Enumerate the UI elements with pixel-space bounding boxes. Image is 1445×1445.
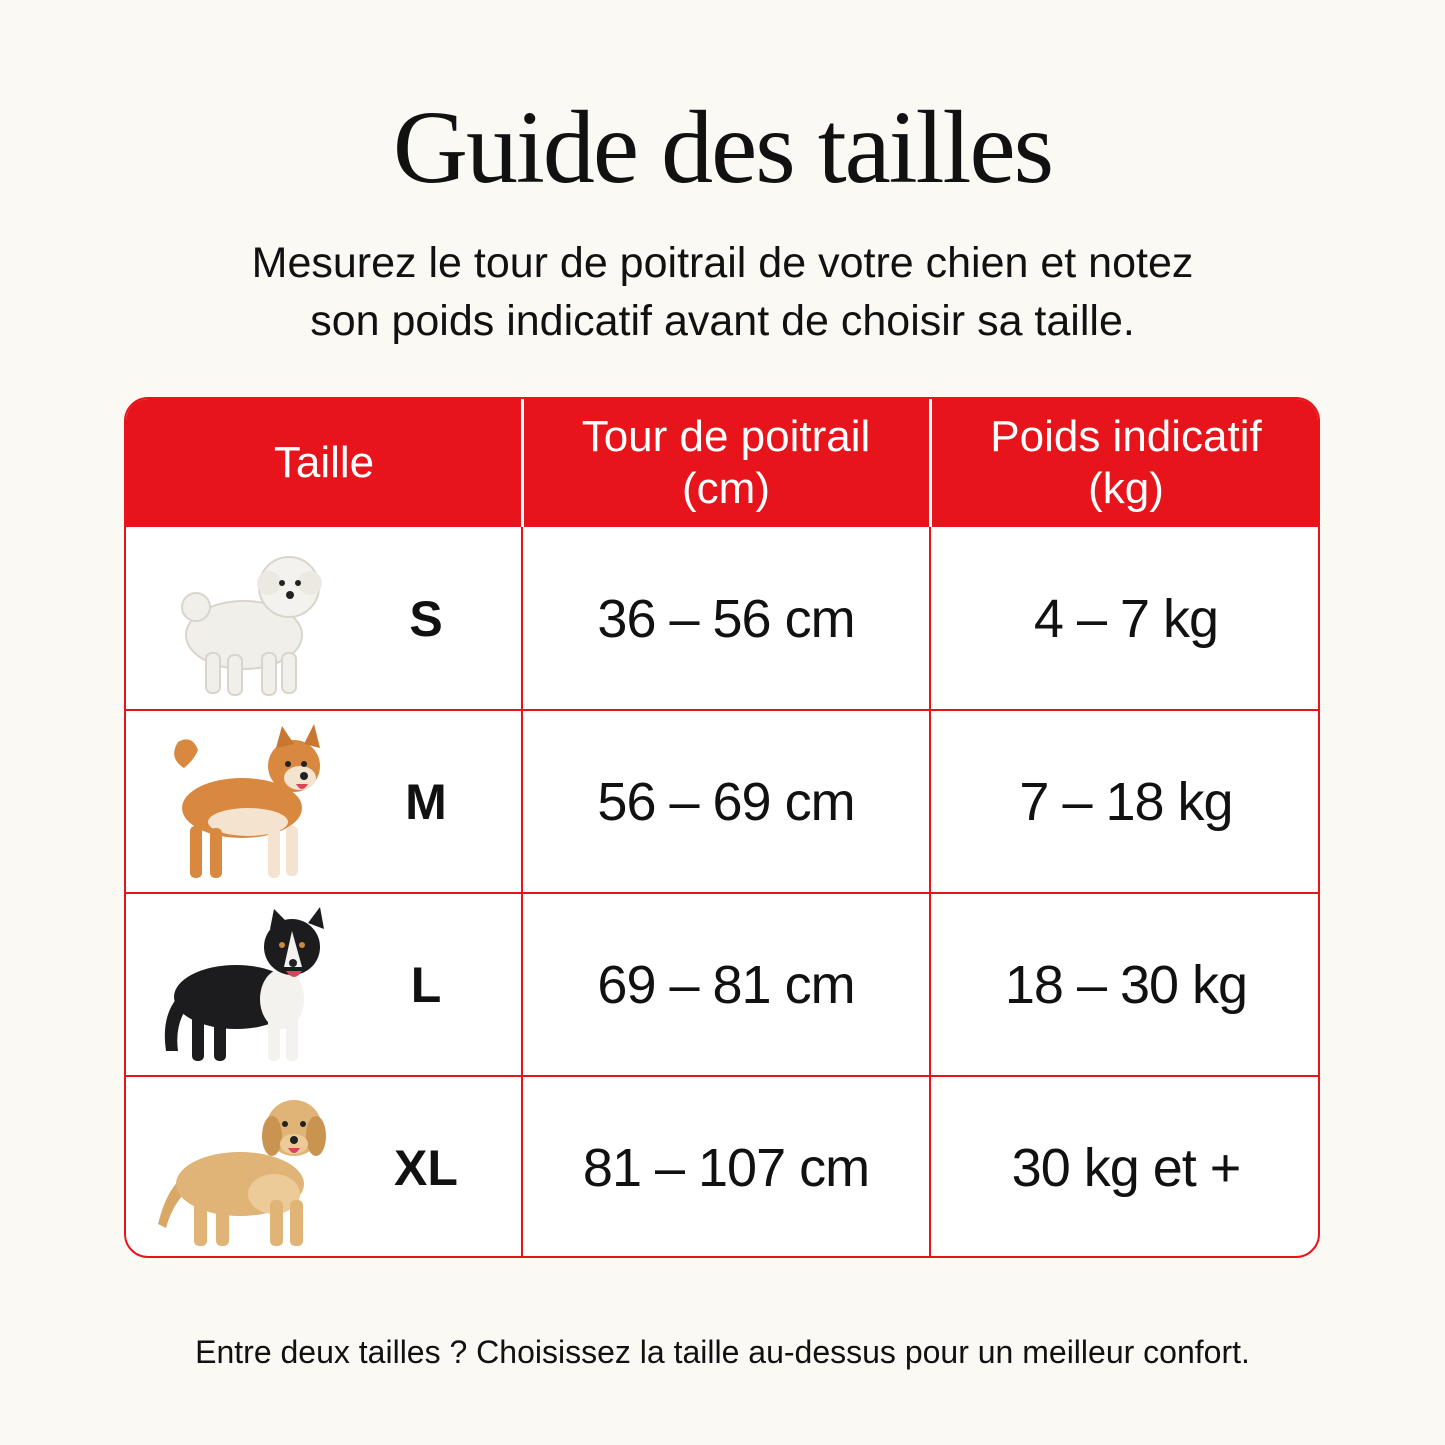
header-weight-label-line2: (kg) [1088,464,1164,513]
header-divider [521,399,524,527]
header-chest [522,399,930,527]
table-row-l [126,893,1320,1076]
golden-retriever-icon [144,1084,344,1254]
chest-value: 81 – 107 cm [582,1137,870,1198]
footnote: Entre deux tailles ? Choisissez la taille au-dessus pour un meilleur confort. [195,1334,1250,1370]
table-row-s [126,527,1320,710]
header-divider [929,399,932,527]
size-label: S [409,590,443,647]
size-label: XL [394,1139,458,1196]
header-chest-label-line1: Tour de poitrail [581,412,871,461]
weight-value: 18 – 30 kg [1004,954,1248,1015]
size-label: M [405,773,447,830]
page-subtitle [100,234,1345,350]
header-size-label: Taille [273,438,375,487]
header-size [126,399,522,527]
white-poodle-icon [144,535,344,705]
chest-value: 56 – 69 cm [597,771,855,832]
chest-value: 69 – 81 cm [597,954,855,1015]
weight-value: 4 – 7 kg [1033,588,1219,649]
border-collie-icon [144,901,344,1071]
table-row-xl [126,1076,1320,1258]
weight-value: 7 – 18 kg [1019,771,1233,832]
weight-value: 30 kg et + [1011,1137,1241,1198]
header-weight-label-line1: Poids indicatif [990,412,1262,461]
table-header [126,399,1320,527]
subtitle-line-1: Mesurez le tour de poitrail de votre chien et notez [251,239,1194,287]
header-weight [930,399,1320,527]
size-table [124,397,1320,1258]
size-label: L [410,956,442,1013]
shiba-inu-icon [144,718,344,888]
subtitle-line-2: son poids indicatif avant de choisir sa taille. [310,297,1135,345]
header-chest-label-line2: (cm) [682,464,770,513]
page-title: Guide des tailles [392,90,1053,205]
table-row-m [126,710,1320,893]
chest-value: 36 – 56 cm [597,588,855,649]
